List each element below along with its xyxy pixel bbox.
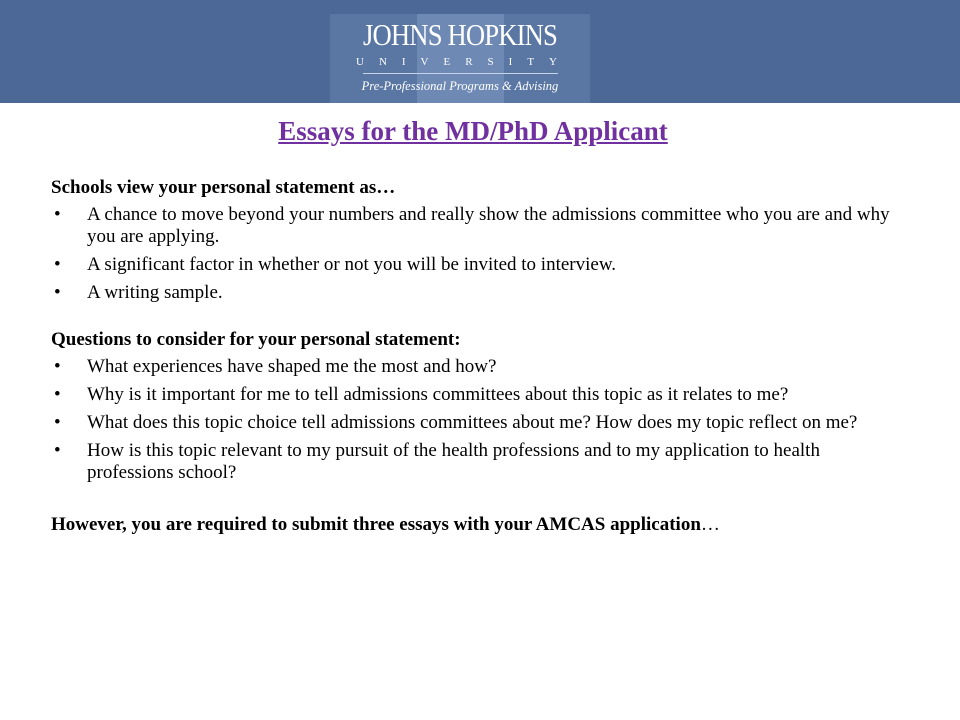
list-item-text: What experiences have shaped me the most and how?: [87, 356, 497, 377]
list-item-text: How is this topic relevant to my pursuit of the health professions and to my application to health professions school?: [87, 440, 820, 483]
list-item: [51, 254, 911, 276]
logo-subtitle: Pre-Professional Programs & Advising: [361, 79, 559, 93]
bullet-icon: •: [54, 440, 61, 461]
spacer: [51, 310, 911, 329]
closing-text: However, you are required to submit three essays with your AMCAS application: [51, 514, 701, 535]
section2-heading: Questions to consider for your personal statement:: [51, 329, 461, 350]
bullet-icon: •: [54, 356, 61, 377]
list-item-text: A chance to move beyond your numbers and really show the admissions committee who you are and why you are applying.: [87, 204, 890, 247]
logo-divider: [363, 73, 558, 74]
logo-name: JOHNS HOPKINS: [362, 17, 557, 52]
header-banner: [0, 0, 960, 103]
list-item: [51, 440, 911, 484]
list-item: [51, 282, 911, 304]
closing-statement: [51, 514, 911, 536]
section1-heading: Schools view your personal statement as…: [51, 177, 396, 198]
list-item-text: What does this topic choice tell admissions committees about me? How does my topic reflect on me?: [87, 412, 858, 433]
closing-ellipsis: …: [700, 514, 720, 535]
slide-content: [51, 177, 911, 541]
spacer: [51, 490, 911, 514]
university-logo: [330, 14, 590, 103]
bullet-icon: •: [54, 412, 61, 433]
list-item: [51, 412, 911, 434]
list-item: [51, 204, 911, 248]
bullet-icon: •: [54, 384, 61, 405]
list-item: [51, 356, 911, 378]
list-item-text: A significant factor in whether or not you will be invited to interview.: [87, 254, 617, 275]
list-item: [51, 384, 911, 406]
bullet-icon: •: [54, 254, 61, 275]
page-title: Essays for the MD/PhD Applicant: [278, 116, 668, 146]
logo-university: UNIVERSITY: [356, 56, 572, 68]
list-item-text: Why is it important for me to tell admissions committees about this topic as it relates to me?: [87, 384, 789, 405]
list-item-text: A writing sample.: [87, 282, 223, 303]
section2-list: [51, 356, 911, 484]
bullet-icon: •: [54, 282, 61, 303]
bullet-icon: •: [54, 204, 61, 225]
section1-list: [51, 204, 911, 304]
